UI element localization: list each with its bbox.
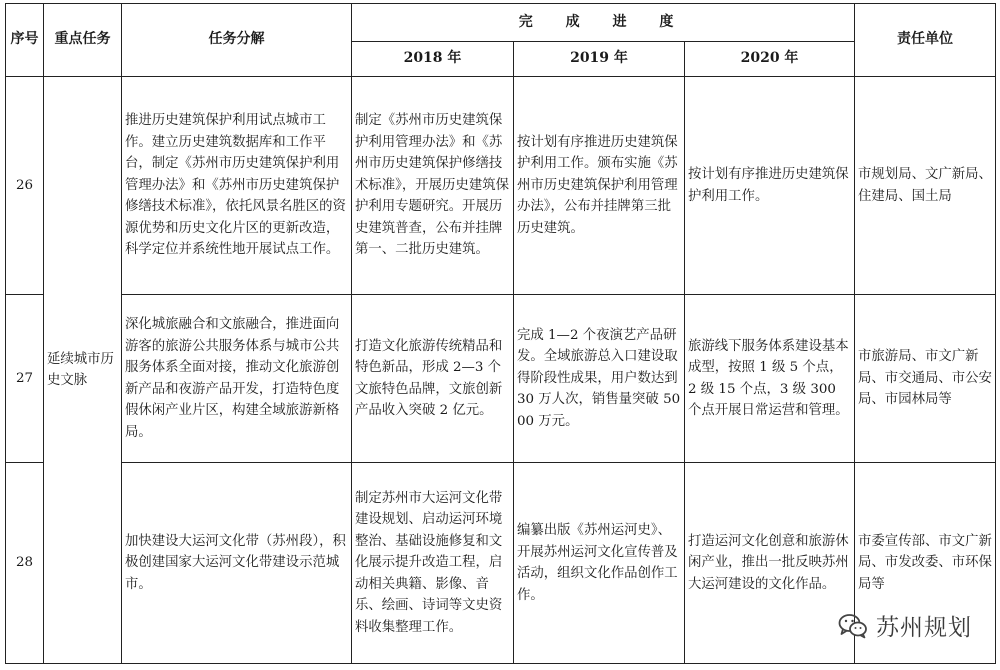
progress-2018-cell: 打造文化旅游传统精品和特色新品，形成 2—3 个文旅特色品牌，文旅创新产品收入突破 2 亿元。 (352, 295, 514, 463)
header-decomposition: 任务分解 (122, 4, 352, 77)
header-key-task: 重点任务 (44, 4, 122, 77)
decomposition-cell: 深化城旅融合和文旅融合，推进面向游客的旅游公共服务体系与城市公共服务体系全面对接，推动文化旅游创新产品和夜游产品开发，打造特色度假休闲产业片区，构建全域旅游新格局。 (122, 295, 352, 463)
header-progress: 完 成 进 度 (352, 4, 855, 42)
progress-2020-cell: 旅游线下服务体系建设基本成型，按照 1 级 5 个点，2 级 15 个点，3 级 300 个点开展日常运营和管理。 (685, 295, 855, 463)
row-seq: 28 (6, 463, 44, 664)
progress-2018-cell: 制定苏州市大运河文化带建设规划、启动运河环境整治、基础设施修复和文化展示提升改造工程，启动相关典籍、影像、音乐、绘画、诗词等文史资料收集整理工作。 (352, 463, 514, 664)
header-year-2020: 2020 年 (685, 42, 855, 77)
progress-2019-cell: 编纂出版《苏州运河史》、开展苏州运河文化宣传普及活动，组织文化作品创作工作。 (514, 463, 685, 664)
responsible-cell: 市委宣传部、市文广新局、市发改委、市环保局等 (855, 463, 996, 664)
header-responsible: 责任单位 (855, 4, 996, 77)
row-seq: 26 (6, 77, 44, 295)
header-year-2018: 2018 年 (352, 42, 514, 77)
progress-2018-cell: 制定《苏州市历史建筑保护利用管理办法》和《苏州市历史建筑保护修缮技术标准》，开展历史建筑保护利用专题研究。开展历史建筑普查，公布并挂牌第一、二批历史建筑。 (352, 77, 514, 295)
progress-2020-cell: 按计划有序推进历史建筑保护利用工作。 (685, 77, 855, 295)
watermark (838, 609, 972, 642)
row-seq: 27 (6, 295, 44, 463)
header-year-2019: 2019 年 (514, 42, 685, 77)
watermark-text: 苏州规划 (876, 615, 972, 641)
progress-2020-cell: 打造运河文化创意和旅游休闲产业，推出一批反映苏州大运河建设的文化作品。 (685, 463, 855, 664)
task-table (5, 3, 996, 664)
decomposition-cell: 加快建设大运河文化带（苏州段），积极创建国家大运河文化带建设示范城市。 (122, 463, 352, 664)
wechat-icon (838, 613, 868, 639)
responsible-cell: 市旅游局、市文广新局、市交通局、市公安局、市园林局等 (855, 295, 996, 463)
decomposition-cell: 推进历史建筑保护利用试点城市工作。建立历史建筑数据库和工作平台，制定《苏州市历史建筑保护利用管理办法》和《苏州市历史建筑保护修缮技术标准》，依托风景名胜区的资源优势和历史文化片区的更新改造，科学定位并系统性地开展试点工作。 (122, 77, 352, 295)
key-task-cell: 延续城市历史文脉 (44, 77, 122, 664)
progress-2019-cell: 完成 1—2 个夜演艺产品研发。全域旅游总入口建设取得阶段性成果，用户数达到 30 万人次，销售量突破 5000 万元。 (514, 295, 685, 463)
table-row (6, 77, 996, 295)
header-seq: 序号 (6, 4, 44, 77)
table-row (6, 295, 996, 463)
responsible-cell: 市规划局、文广新局、住建局、国土局 (855, 77, 996, 295)
progress-2019-cell: 按计划有序推进历史建筑保护利用工作。颁布实施《苏州市历史建筑保护利用管理办法》，公布并挂牌第三批历史建筑。 (514, 77, 685, 295)
